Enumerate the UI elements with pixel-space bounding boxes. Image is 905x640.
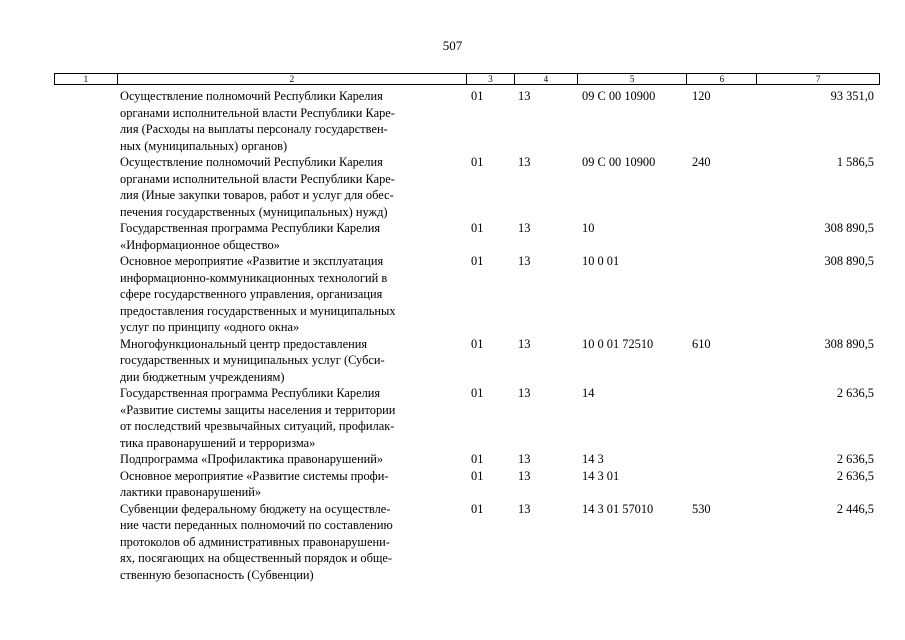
page-number: 507 <box>442 38 463 53</box>
row-description <box>120 253 458 336</box>
description-line: Субвенции федеральному бюджету на осуществле- <box>120 501 391 516</box>
section-code: 01 <box>471 221 484 235</box>
expense-type-code: 120 <box>692 89 711 103</box>
description-line: Основное мероприятие «Развитие и эксплуатация <box>120 254 384 268</box>
subsection-code: 13 <box>518 386 531 400</box>
target-article-code: 10 0 01 <box>582 254 620 268</box>
description-line: протоколов об административных правонарушени- <box>120 534 390 549</box>
subsection-code: 13 <box>518 89 531 103</box>
row-description <box>120 385 458 451</box>
row-description <box>120 154 458 220</box>
target-article-code: 14 <box>582 386 595 400</box>
amount-value: 2 636,5 <box>836 468 874 483</box>
header-cell-2: 2 <box>117 74 466 84</box>
target-article-code: 09 С 00 10900 <box>582 155 656 169</box>
amount-value: 308 890,5 <box>824 254 874 268</box>
table-row <box>0 468 905 501</box>
table-row <box>0 336 905 386</box>
description-line: ных (муниципальных) органов) <box>120 138 288 153</box>
description-line: Осуществление полномочий Республики Карелия <box>120 89 383 103</box>
amount-value: 1 586,5 <box>836 155 874 169</box>
description-line: Многофункциональный центр предоставления <box>120 336 368 351</box>
amount-value: 2 636,5 <box>836 386 874 400</box>
table-row <box>0 154 905 220</box>
row-description <box>120 451 458 468</box>
table-row <box>0 501 905 584</box>
description-line: государственных и муниципальных услуг (Субси- <box>120 353 385 367</box>
header-cell-4: 4 <box>514 74 577 84</box>
target-article-code: 10 <box>582 221 595 235</box>
section-code: 01 <box>471 501 484 516</box>
expense-type-code: 530 <box>692 501 711 516</box>
header-cell-7: 7 <box>756 74 879 84</box>
description-line: услуг по принципу «одного окна» <box>120 320 300 334</box>
description-line: Основное мероприятие «Развитие системы профи- <box>120 468 389 483</box>
description-line: органами исполнительной власти Республики Каре- <box>120 105 395 120</box>
description-line: «Развитие системы защиты населения и территории <box>120 402 396 417</box>
header-cell-1: 1 <box>83 74 89 84</box>
target-article-code: 10 0 01 72510 <box>582 336 654 351</box>
section-code: 01 <box>471 386 484 400</box>
description-line: от последствий чрезвычайных ситуаций, профилак- <box>120 419 395 433</box>
description-line: ние части переданных полномочий по составлению <box>120 518 393 532</box>
description-line: Государственная программа Республики Карелия <box>120 386 381 400</box>
description-line: предоставления государственных и муниципальных <box>120 303 396 318</box>
table-header-row <box>54 73 880 85</box>
description-line: лия (Иные закупки товаров, работ и услуг для обес- <box>120 188 394 202</box>
section-code: 01 <box>471 89 484 103</box>
row-description <box>120 336 458 386</box>
subsection-code: 13 <box>518 221 531 235</box>
description-line: дии бюджетным учреждениям) <box>120 369 285 384</box>
amount-value: 308 890,5 <box>824 336 874 351</box>
section-code: 01 <box>471 468 484 483</box>
amount-value: 2 446,5 <box>836 501 874 516</box>
header-cell-5: 5 <box>577 74 687 84</box>
row-description <box>120 501 458 584</box>
section-code: 01 <box>471 254 484 268</box>
description-line: лия (Расходы на выплаты персоналу государствен- <box>120 122 388 136</box>
amount-value: 2 636,5 <box>836 452 874 466</box>
header-cell-6: 6 <box>686 74 756 84</box>
amount-value: 308 890,5 <box>824 221 874 235</box>
subsection-code: 13 <box>518 501 531 516</box>
header-cell-3: 3 <box>466 74 514 84</box>
section-code: 01 <box>471 155 484 169</box>
row-description <box>120 468 458 501</box>
subsection-code: 13 <box>518 155 531 169</box>
description-line: ственную безопасность (Субвенции) <box>120 567 314 582</box>
target-article-code: 09 С 00 10900 <box>582 89 656 103</box>
subsection-code: 13 <box>518 452 531 466</box>
description-line: лактики правонарушений» <box>120 485 262 499</box>
target-article-code: 14 3 01 57010 <box>582 501 654 516</box>
description-line: Осуществление полномочий Республики Карелия <box>120 155 383 169</box>
target-article-code: 14 3 <box>582 452 604 466</box>
description-line: сфере государственного управления, организация <box>120 287 383 301</box>
table-row <box>0 451 905 468</box>
expense-type-code: 610 <box>692 336 711 351</box>
section-code: 01 <box>471 452 484 466</box>
subsection-code: 13 <box>518 254 531 268</box>
row-description <box>120 88 458 154</box>
description-line: ях, посягающих на общественный порядок и обще- <box>120 551 393 565</box>
subsection-code: 13 <box>518 468 531 483</box>
description-line: органами исполнительной власти Республики Каре- <box>120 171 395 186</box>
table-row <box>0 253 905 336</box>
budget-table-body <box>0 88 905 583</box>
expense-type-code: 240 <box>692 155 711 169</box>
table-row <box>0 220 905 253</box>
description-line: Подпрограмма «Профилактика правонарушений» <box>120 452 384 466</box>
description-line: печения государственных (муниципальных) нужд) <box>120 204 388 219</box>
description-line: информационно-коммуникационных технологий в <box>120 270 388 285</box>
description-line: «Информационное общество» <box>120 237 280 252</box>
description-line: Государственная программа Республики Карелия <box>120 221 381 235</box>
table-row <box>0 385 905 451</box>
section-code: 01 <box>471 336 484 351</box>
description-line: тика правонарушений и терроризма» <box>120 435 316 450</box>
row-description <box>120 220 458 253</box>
table-row <box>0 88 905 154</box>
subsection-code: 13 <box>518 336 531 351</box>
target-article-code: 14 3 01 <box>582 468 620 483</box>
amount-value: 93 351,0 <box>830 89 874 103</box>
